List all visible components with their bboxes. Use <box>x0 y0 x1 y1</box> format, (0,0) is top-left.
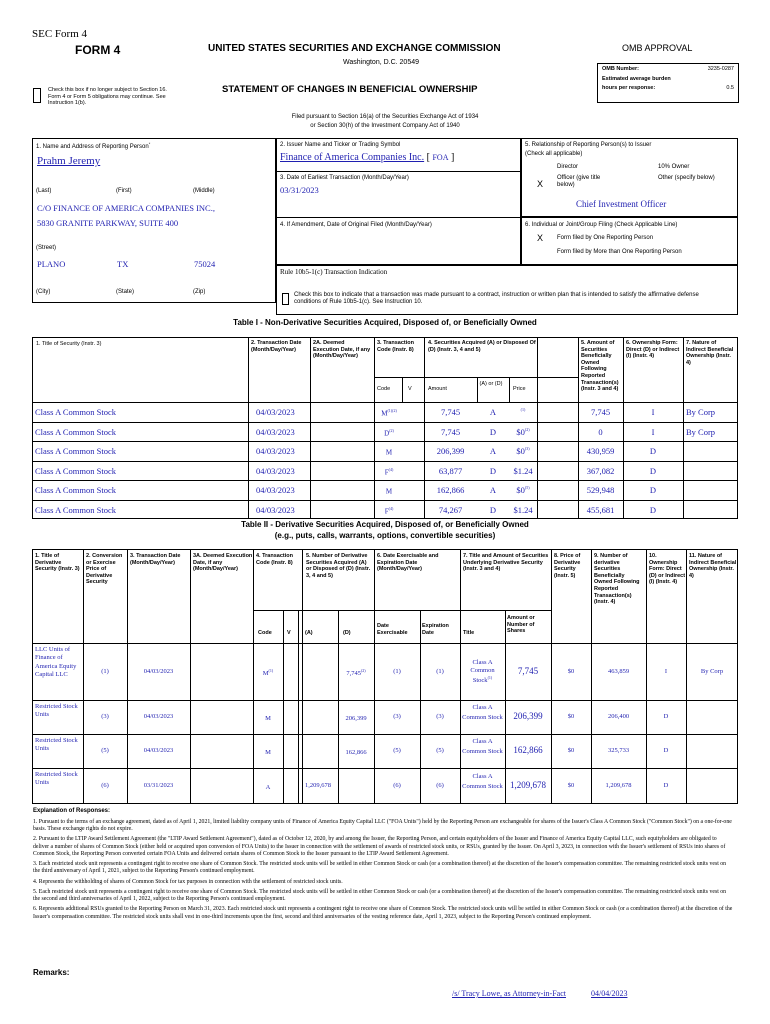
t1-owned: 529,948 <box>586 485 615 495</box>
t2-col-line <box>127 549 128 804</box>
t1-amount: 74,267 <box>438 504 463 515</box>
ten-pct-label: 10% Owner <box>658 164 690 170</box>
t2-code-value: M <box>265 715 271 723</box>
filing-label: 6. Individual or Joint/Group Filing (Check Applicable Line) <box>525 222 678 228</box>
t1-nature: By Corp <box>686 407 716 417</box>
t2-sub-exer: Date Exercisable <box>377 623 408 636</box>
t2-sub-line <box>338 610 339 643</box>
t2-date: 04/03/2023 <box>143 747 174 754</box>
t1-owned: 455,681 <box>586 504 615 515</box>
t2-sub-exp: Expiration Date <box>422 623 449 636</box>
t1-price <box>509 505 537 515</box>
t1-form: I <box>651 407 655 417</box>
t2-exp: (6) <box>436 782 444 789</box>
t1-h2a: 2A. Deemed Execution Date, if any (Month/Day/Year) <box>313 340 371 360</box>
explanation-list <box>33 819 733 924</box>
t2-h5: 5. Number of Derivative Securities Acquired (A) or Disposed of (D) (Instr. 3, 4 and 5) <box>306 553 371 579</box>
t1-sub-line <box>424 377 425 402</box>
t2-row-line <box>32 700 738 701</box>
issuer-ticker: FOA <box>432 153 449 162</box>
rule-text: Check this box to indicate that a transaction was made pursuant to a contract, instruction or written plan that is intended to satisfy the affirmative defense conditions of Rule 10b5-1(c). See Instruction 10. <box>294 292 699 306</box>
issuer-label: 2. Issuer Name and Ticker or Trading Symbol <box>280 142 401 148</box>
form-title: FORM 4 <box>75 43 121 57</box>
t2-form: D <box>663 782 669 789</box>
t1-price-footnote: (3) <box>524 446 530 452</box>
t1-form: D <box>649 465 657 476</box>
t1-price-value: $1.24 <box>513 504 533 515</box>
t2-sub-line <box>283 610 284 643</box>
state-value: TX <box>117 259 129 269</box>
section16-checkbox[interactable] <box>33 88 41 103</box>
t1-date: 04/03/2023 <box>256 446 295 456</box>
t1-ad: A <box>489 407 497 417</box>
t1-code <box>374 506 404 515</box>
t1-form: D <box>649 485 657 495</box>
t2-ul-title <box>460 659 505 686</box>
t2-col-line <box>551 549 552 804</box>
t2-form: D <box>663 747 669 754</box>
t2-h10: 10. Ownership Form: Direct (D) or Indirect (I) (Instr. 4) <box>649 553 686 586</box>
t1-row-line <box>32 441 738 442</box>
t1-sub-code: Code <box>377 386 391 392</box>
omb-number-value: 3235-0287 <box>707 66 734 72</box>
issuer-name: Finance of America Companies Inc. [ FOA ] <box>280 152 455 163</box>
t2-ul-amount: 1,209,678 <box>510 780 546 790</box>
t2-title: Restricted Stock Units <box>35 737 78 753</box>
t2-nature: By Corp <box>700 667 724 675</box>
t1-price-footnote: (5) <box>524 485 530 491</box>
officer-mark[interactable]: X <box>537 179 544 189</box>
t2-price: $0 <box>567 713 575 720</box>
t1-ad: A <box>489 446 497 456</box>
t1-price <box>509 446 537 456</box>
t2-price: $0 <box>567 782 575 789</box>
t1-code-value: M <box>385 448 393 457</box>
t2-price: $0 <box>567 747 575 754</box>
t2-inner-line <box>283 643 284 804</box>
t2-date: 03/31/2023 <box>143 782 174 789</box>
t2-col-line <box>686 549 687 804</box>
t1-form: D <box>649 504 657 515</box>
signature-date <box>591 989 627 998</box>
state-label: (State) <box>116 289 135 295</box>
t2-d <box>338 747 374 756</box>
t1-col-line <box>248 337 249 519</box>
t2-d-value: 7,745 <box>346 669 361 677</box>
officer-title: Chief Investment Officer <box>576 199 667 209</box>
signature-link[interactable]: /s/ Tracy Lowe, as Attorney-in-Fact <box>452 989 566 998</box>
t2-owned: 206,400 <box>607 713 630 720</box>
t1-h5: 5. Amount of Securities Beneficially Owned Following Reported Transaction(s) (Instr. 3 and 4) <box>581 340 619 393</box>
t1-amount: 7,745 <box>440 407 461 417</box>
first-label: (First) <box>116 188 132 194</box>
t1-row-line <box>32 422 738 423</box>
t1-code-value: M <box>381 409 388 418</box>
t1-code <box>374 447 404 456</box>
t2-form: I <box>664 667 668 675</box>
city-label: (City) <box>36 289 51 295</box>
rule-label: Rule 10b5-1(c) Transaction Indication <box>280 268 388 276</box>
officer-label: Officer (give title below) <box>557 175 601 189</box>
omb-burden-label: Estimated average burden <box>602 75 671 82</box>
t2-h3a: 3A. Deemed Execution Date, if any (Month/Day/Year) <box>193 553 253 573</box>
t1-col-line <box>310 337 311 519</box>
relationship-label: 5. Relationship of Reporting Person(s) to Issuer <box>525 142 652 148</box>
t1-nature: By Corp <box>686 426 716 437</box>
t2-ul-title-value: Class A Common Stock <box>462 738 503 756</box>
zip-value: 75024 <box>194 259 216 269</box>
t2-sub-v: V <box>287 630 291 636</box>
t2-form: D <box>663 713 669 720</box>
filing-mark[interactable]: X <box>537 233 544 243</box>
t2-ul-amount: 162,866 <box>513 745 543 755</box>
t1-sub-line <box>509 377 510 402</box>
t1-ad: A <box>489 485 497 495</box>
t1-price-footnote: (2) <box>524 426 530 432</box>
t2-sub-code: Code <box>258 630 272 636</box>
t2-code-value: A <box>265 784 271 792</box>
t2-title: LLC Units of Finance of America Equity Capital LLC <box>35 646 77 679</box>
address-line-1: C/O FINANCE OF AMERICA COMPANIES INC., <box>37 203 215 213</box>
t1-sub-price: Price <box>513 386 526 392</box>
explanation-item: 3. Each restricted stock unit represents a contingent right to receive one share of Common Stock. The restricted stock units will be settled in either Common Stock or cash (or a combination thereof) at the discretion of the Issuer's compensation committee. The remaining restricted stock units vest on the third anniversary of April 1, 2021, subject to the Reporting Person's continued employment. <box>33 861 727 875</box>
t2-code <box>253 782 283 791</box>
agency-location: Washington, D.C. 20549 <box>343 59 420 66</box>
t1-code <box>374 486 404 495</box>
t1-price-footnote: (1) <box>520 407 526 413</box>
t1-ad: D <box>489 426 497 437</box>
t1-amount: 63,877 <box>438 465 463 476</box>
filed-line-1: Filed pursuant to Section 16(a) of the Securities Exchange Act of 1934 <box>291 114 479 120</box>
t2-sub-line <box>298 610 299 643</box>
t2-d-footnote: (2) <box>360 667 366 673</box>
explanation-item: 6. Represents additional RSUs granted to the Reporting Person on March 31, 2023. Each restricted stock unit represents a contingent right to receive one share of Common Stock. The restricted stock units will be settled in either Common Stock or cash (or a combination thereof) at the discretion of the Issuer's compensation committee. The restricted stock units shall vest in one-third increments upon the first, second and third anniversaries of the vesting reference date, April 1, 2023, subject to the Reporting Person's continued employment. <box>33 906 733 920</box>
t2-title: Restricted Stock Units <box>35 703 78 719</box>
t2-row-line <box>32 768 738 769</box>
earliest-date-label: 3. Date of Earliest Transaction (Month/Day/Year) <box>280 175 409 181</box>
t1-code-footnote: (4) <box>388 505 394 511</box>
t1-code <box>374 408 404 417</box>
t2-col-line <box>190 549 191 804</box>
t1-date: 04/03/2023 <box>256 465 295 476</box>
t1-code <box>374 467 404 476</box>
t1-row-line <box>32 461 738 462</box>
t2-col-line <box>302 549 303 804</box>
t1-code <box>374 428 404 437</box>
amendment-label: 4. If Amendment, Date of Original Filed (Month/Day/Year) <box>280 222 432 228</box>
t2-exp: (3) <box>436 713 444 720</box>
t2-code-footnote: (1) <box>268 667 274 673</box>
zip-label: (Zip) <box>193 289 206 295</box>
table2-title-1: Table II - Derivative Securities Acquired, Disposed of, or Beneficially Owned <box>241 520 529 529</box>
reporting-person-label: 1. Name and Address of Reporting Person* <box>36 141 151 150</box>
t1-price-value: $0 <box>516 446 525 456</box>
table2-title-2: (e.g., puts, calls, warrants, options, convertible securities) <box>274 531 496 540</box>
address-line-2: 5830 GRANITE PARKWAY, SUITE 400 <box>37 218 179 228</box>
filed-line-2: or Section 30(h) of the Investment Company Act of 1940 <box>310 123 460 129</box>
section16-text: Check this box if no longer subject to Section 16. Form 4 or Form 5 obligations may continue. See Instruction 1(b). <box>48 87 167 107</box>
t1-title: Class A Common Stock <box>35 465 116 476</box>
t1-form: D <box>649 446 657 456</box>
t1-h4: 4. Securities Acquired (A) or Disposed Of (D) (Instr. 3, 4 and 5) <box>428 340 536 353</box>
t2-ul-amount: 7,745 <box>517 665 539 676</box>
t1-title: Class A Common Stock <box>35 446 116 456</box>
t1-code-value: F <box>384 506 389 515</box>
t1-col-line <box>683 337 684 519</box>
filing-more: Form filed by More than One Reporting Person <box>557 249 682 255</box>
t2-sub-line <box>420 610 421 643</box>
t2-h1: 1. Title of Derivative Security (Instr. 3) <box>35 553 80 573</box>
explanation-title: Explanation of Responses: <box>33 808 111 814</box>
t2-ul-title <box>460 704 505 723</box>
t2-exer: (6) <box>393 782 401 789</box>
t2-sub-line <box>505 610 506 643</box>
t2-date: 04/03/2023 <box>143 667 174 675</box>
t1-row-line <box>32 480 738 481</box>
t1-code-footnote: (2) <box>389 427 394 433</box>
city-value: PLANO <box>37 259 66 269</box>
t2-ul-footnote: (1) <box>487 675 493 681</box>
t1-price-value: $1.24 <box>513 465 533 476</box>
last-label: (Last) <box>36 188 52 194</box>
t1-date: 04/03/2023 <box>256 426 295 437</box>
t2-conv: (1) <box>101 667 109 675</box>
t1-sub-line <box>402 377 403 402</box>
t2-d <box>338 668 374 677</box>
t1-owned: 7,745 <box>590 407 611 417</box>
t2-col-line <box>374 549 375 804</box>
t2-col-line <box>591 549 592 804</box>
director-label: Director <box>557 164 579 170</box>
t2-ul-title <box>460 773 505 792</box>
t1-price <box>509 466 537 476</box>
t1-date: 04/03/2023 <box>256 504 295 515</box>
t2-col-line <box>646 549 647 804</box>
t2-ul-title <box>460 738 505 757</box>
t2-exp: (5) <box>436 747 444 754</box>
t1-date: 04/03/2023 <box>256 407 295 417</box>
t1-title: Class A Common Stock <box>35 426 116 437</box>
signature <box>452 989 582 1000</box>
t2-h9: 9. Number of derivative Securities Beneficially Owned Following Reported Transaction(s) (Instr. 4) <box>594 553 640 606</box>
omb-hours-value: 0.5 <box>726 85 734 92</box>
t1-col-line <box>537 337 538 519</box>
t1-code-footnote: (4) <box>388 466 394 472</box>
t2-ul-title-value: Class A Common Stock <box>470 658 495 685</box>
omb-number-label: OMB Number: <box>602 66 639 72</box>
t1-ad: D <box>489 504 497 515</box>
t1-code-value: M <box>385 487 393 496</box>
t2-exer: (3) <box>393 713 401 720</box>
t1-price <box>509 407 537 417</box>
t2-conv: (6) <box>101 782 109 789</box>
t1-owned: 430,959 <box>586 446 615 456</box>
t2-h8: 8. Price of Derivative Security (Instr. 5) <box>554 553 581 579</box>
t1-row-line <box>32 500 738 501</box>
t2-exer: (5) <box>393 747 401 754</box>
t2-sub-title: Title <box>463 630 475 636</box>
t2-sub-amount: Amount or Number of Shares <box>507 615 535 635</box>
t1-sub-ad: (A) or (D) <box>479 381 503 387</box>
t1-title: Class A Common Stock <box>35 407 116 417</box>
t2-inner-line <box>298 643 299 804</box>
t1-h3: 3. Transaction Code (Instr. 8) <box>377 340 414 353</box>
explanation-item: 4. Represents the withholding of shares of Common Stock for tax purposes in connection with the settlement of restricted stock units. <box>33 878 343 885</box>
omb-title: OMB APPROVAL <box>622 43 693 53</box>
t2-sub-a: (A) <box>305 630 313 636</box>
t1-title: Class A Common Stock <box>35 485 116 495</box>
t1-h1: 1. Title of Security (Instr. 3) <box>36 341 102 347</box>
t1-sub-v: V <box>408 386 412 392</box>
filing-one: Form filed by One Reporting Person <box>557 235 654 241</box>
t2-code <box>253 747 283 756</box>
t1-price <box>509 427 537 437</box>
t2-ul-title-value: Class A Common Stock <box>462 704 503 722</box>
remarks-label: Remarks: <box>33 968 70 977</box>
t1-owned: 367,082 <box>586 465 615 476</box>
t2-code <box>253 713 283 722</box>
statement-title: STATEMENT OF CHANGES IN BENEFICIAL OWNERSHIP <box>222 84 478 95</box>
agency-title: UNITED STATES SECURITIES AND EXCHANGE COMMISSION <box>208 43 501 54</box>
t2-owned: 463,859 <box>607 667 630 675</box>
t2-exer: (1) <box>393 667 401 675</box>
issuer-name-link[interactable]: Finance of America Companies Inc. <box>280 152 425 163</box>
t2-conv: (5) <box>101 747 109 754</box>
t2-d <box>338 713 374 722</box>
earliest-date: 03/31/2023 <box>280 185 319 195</box>
t1-h6: 6. Ownership Form: Direct (D) or Indirect (I) (Instr. 4) <box>626 340 680 360</box>
t2-owned: 1,209,678 <box>605 782 632 789</box>
signature-date-link[interactable]: 04/04/2023 <box>591 989 628 998</box>
explanation-item: 1. Pursuant to the terms of an exchange agreement, dated as of April 1, 2021, limited liability company units of Finance of America Equity Capital LLC ("FOA Units") held by the Reporting Person are exchangeable for shares of the Issuer's Class A Common Stock ("Common Stock") on a one-for-one basis. These exchange rights do not expire. <box>33 819 732 833</box>
t2-ul-title-value: Class A Common Stock <box>462 773 503 791</box>
middle-label: (Middle) <box>193 188 215 194</box>
t2-date: 04/03/2023 <box>143 713 174 720</box>
t2-exp: (1) <box>436 667 444 675</box>
t2-code <box>253 668 283 677</box>
table1-title: Table I - Non-Derivative Securities Acquired, Disposed of, or Beneficially Owned <box>233 318 537 327</box>
t2-h4: 4. Transaction Code (Instr. 8) <box>256 553 293 566</box>
t1-amount: 162,866 <box>436 485 465 495</box>
omb-hours-label: hours per response: <box>602 85 656 92</box>
t1-code-value: D <box>384 428 390 437</box>
t1-h2: 2. Transaction Date (Month/Day/Year) <box>251 340 302 353</box>
t2-h3: 3. Transaction Date (Month/Day/Year) <box>130 553 181 566</box>
t1-amount: 7,745 <box>440 426 461 437</box>
t2-sub-d: (D) <box>343 630 351 636</box>
t2-h7: 7. Title and Amount of Securities Underlying Derivative Security (Instr. 3 and 4) <box>463 553 549 573</box>
other-label: Other (specify below) <box>658 175 715 181</box>
t1-sub-amount: Amount <box>428 386 447 392</box>
t1-form: I <box>651 426 655 437</box>
t1-sub-hline <box>374 377 578 378</box>
t1-amount: 206,399 <box>436 446 465 456</box>
t1-price-value: $0 <box>516 426 525 437</box>
t2-row-line <box>32 643 738 644</box>
t2-owned: 325,733 <box>607 747 630 754</box>
t1-code-value: F <box>384 467 389 476</box>
t2-code-value: M <box>262 669 269 677</box>
t1-owned: 0 <box>598 426 603 437</box>
t2-ul-amount: 206,399 <box>513 711 543 721</box>
omb-box <box>597 63 739 103</box>
explanation-item: 2. Pursuant to the LTIP Award Settlement Agreement (the "LTIP Award Settlement Agreement"), dated as of October 12, 2020, by and among the Issuer, the Reporting Person, and certain equityholders of the Issuer and Finance of America Equity Capital LLC, such equityholders are obligated to deliver a number of shares of Common Stock (either held or acquired upon conversion of FOA Units) to the Issuer in connection with the settlement of awards of restricted stock units, or RSUs, granted by the Issuer. On April 3, 2023, in connection with the Issuer's settlement of RSUs into shares of Common Stock, the Reporting Person converted certain FOA Units and delivered certain shares of Common Stock to the Issuer pursuant to the LTIP Award Settlement Agreement. <box>33 836 726 857</box>
t2-col-line <box>83 549 84 804</box>
t1-h7: 7. Nature of Indirect Beneficial Ownership (Instr. 4) <box>686 340 734 366</box>
t1-title: Class A Common Stock <box>35 504 116 515</box>
reporting-person-name: Prahm Jeremy <box>37 155 101 167</box>
t2-h11: 11. Nature of Indirect Beneficial Ownership (Instr. 4) <box>689 553 737 579</box>
t2-h2: 2. Conversion or Exercise Price of Derivative Security <box>86 553 123 586</box>
t2-code-value: M <box>265 749 271 757</box>
form-label: SEC Form 4 <box>32 28 88 40</box>
t1-price <box>509 485 537 495</box>
t1-date: 04/03/2023 <box>256 485 295 495</box>
t1-price-value: $0 <box>516 485 525 495</box>
t2-price: $0 <box>567 667 575 675</box>
t2-d-value: 162,866 <box>345 749 367 757</box>
t2-d-value: 206,399 <box>345 715 367 723</box>
t1-code-footnote: (1)(2) <box>387 408 397 413</box>
t2-a: 1,209,678 <box>305 782 331 789</box>
t1-row-line <box>32 402 738 403</box>
t1-ad: D <box>489 465 497 476</box>
explanation-item: 5. Each restricted stock unit represents a contingent right to receive one share of Common Stock. The restricted stock units will be settled in either Common Stock or cash (or a combination thereof) at the discretion of the Issuer's compensation committee. The remaining restricted stock units vest on the second and third anniversaries of April 1, 2022, subject to the Reporting Person's continued employment. <box>33 888 727 903</box>
t2-conv: (3) <box>101 713 109 720</box>
t2-h6: 6. Date Exercisable and Expiration Date (Month/Day/Year) <box>377 553 439 573</box>
t2-row-line <box>32 734 738 735</box>
t2-title: Restricted Stock Units <box>35 771 78 787</box>
street-label: (Street) <box>36 245 57 251</box>
rule-checkbox[interactable] <box>282 293 289 305</box>
relationship-sublabel: (Check all applicable) <box>525 151 583 157</box>
